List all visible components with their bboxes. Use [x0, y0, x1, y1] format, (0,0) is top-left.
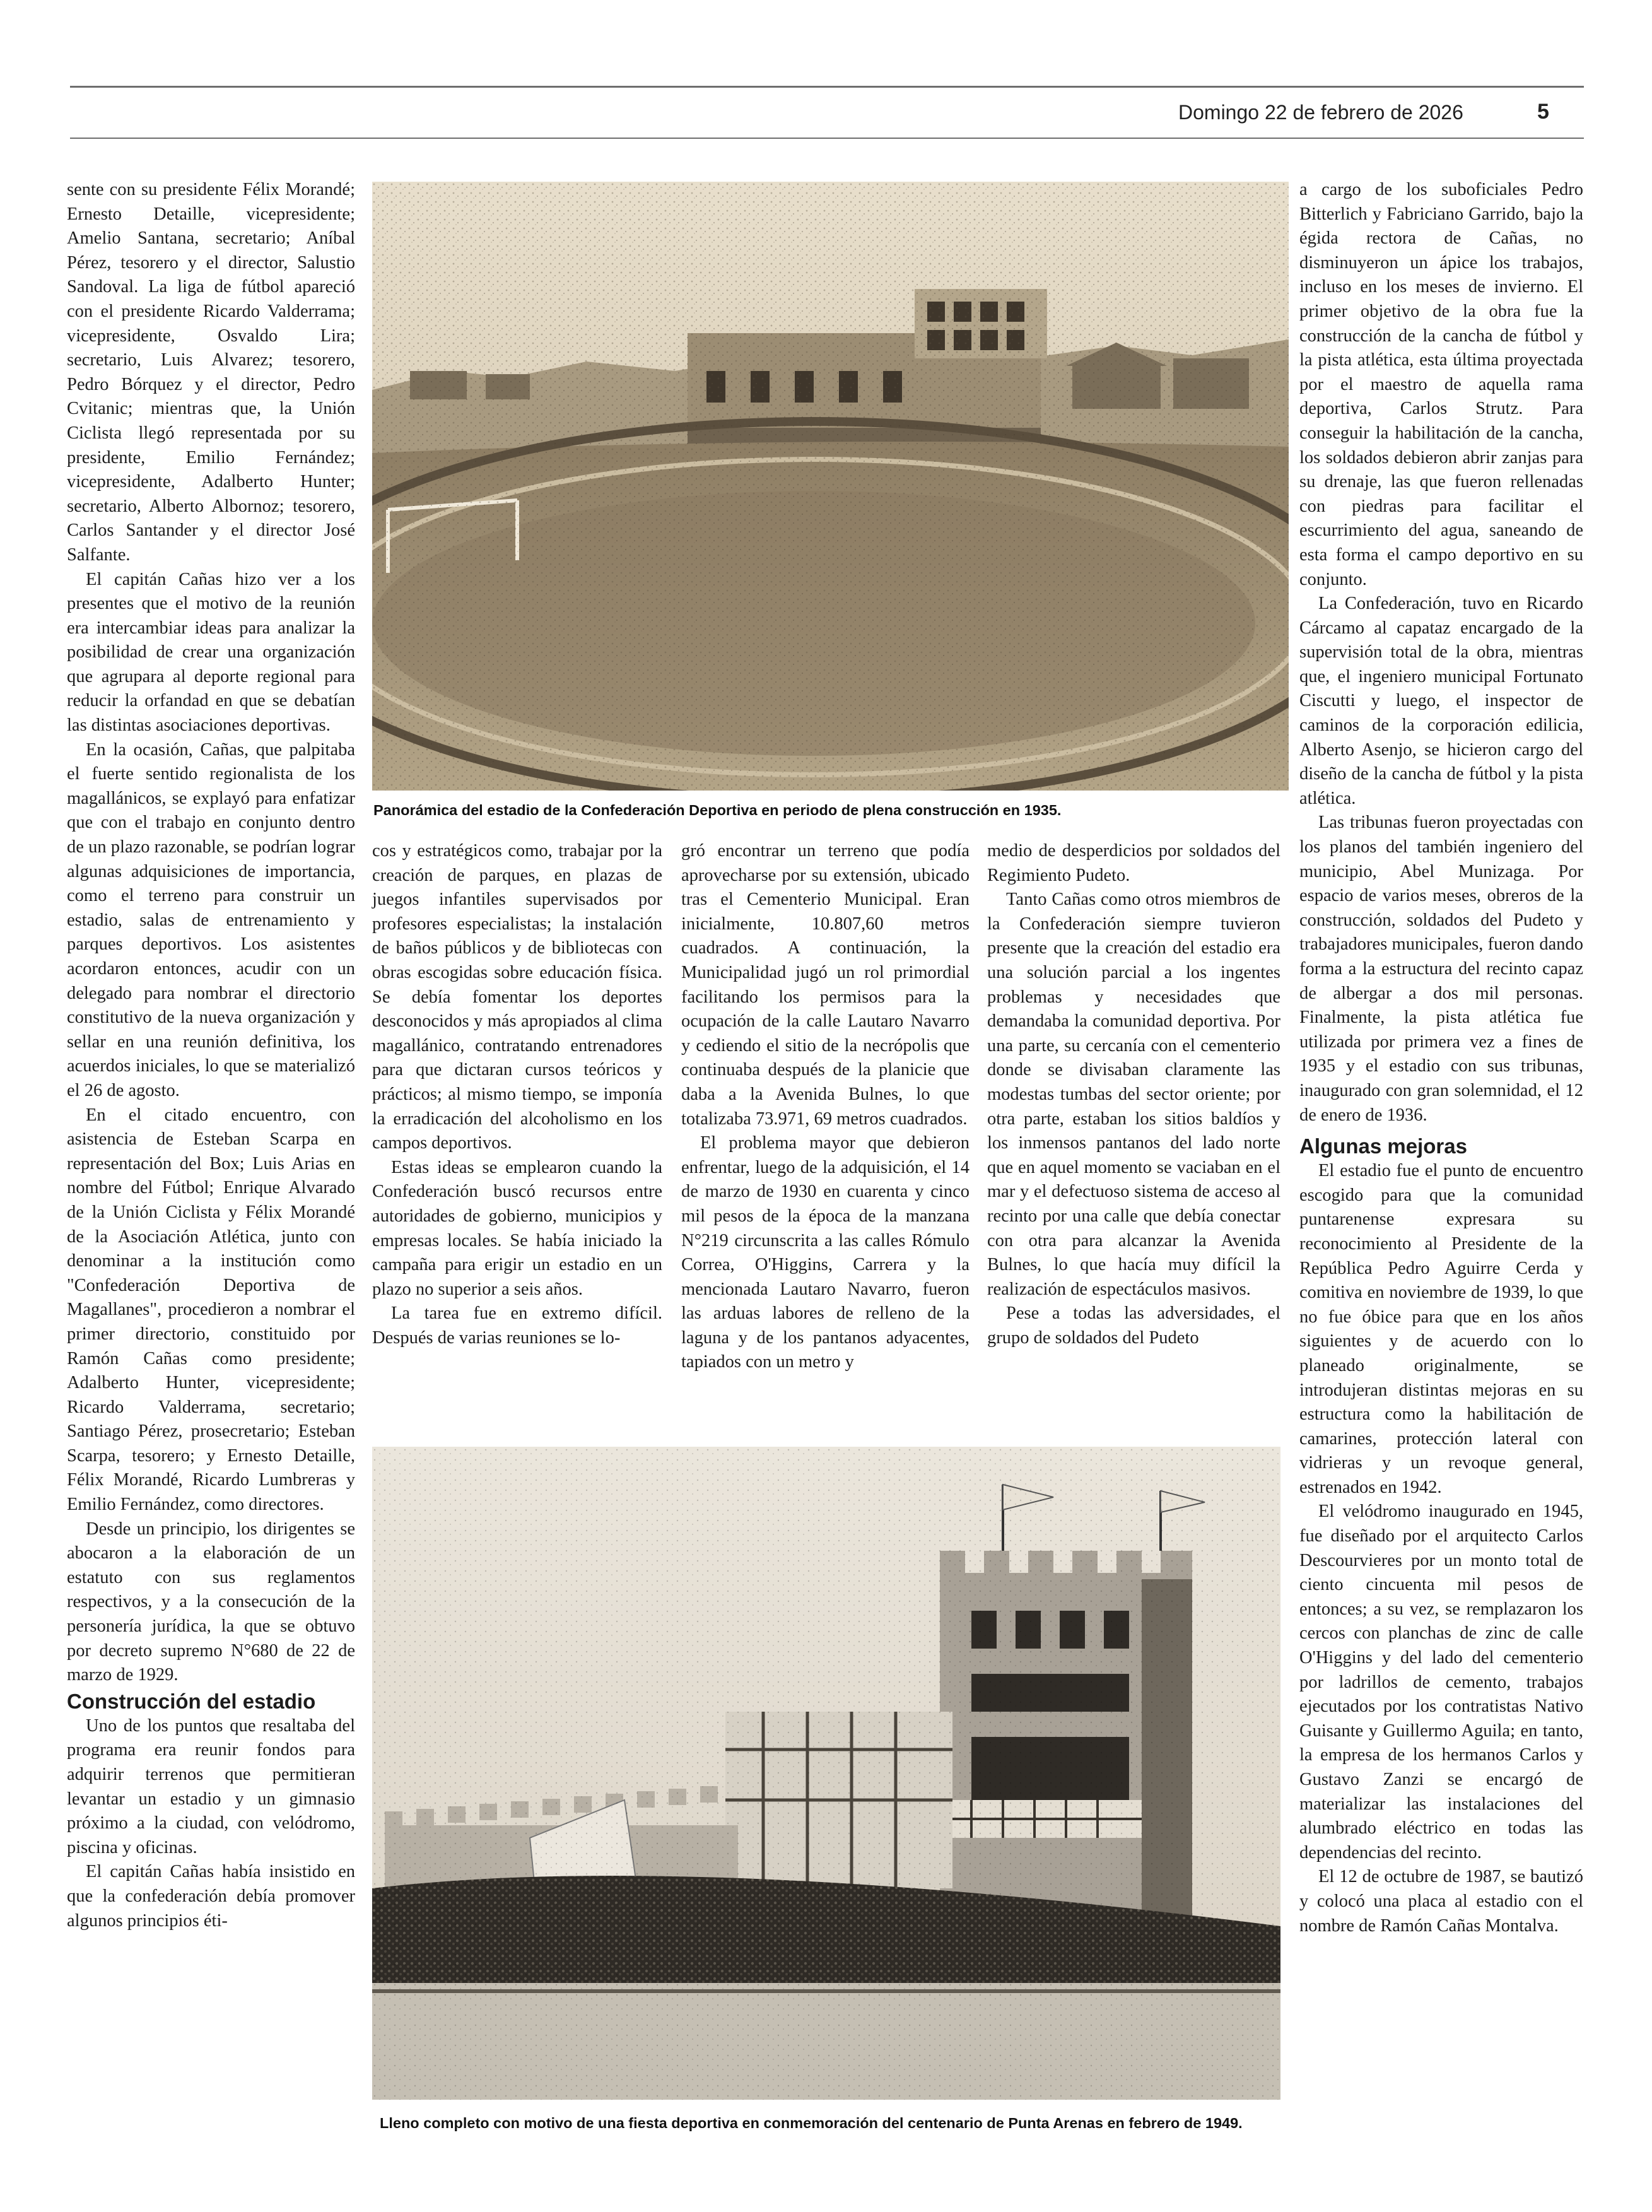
- column-2: [372, 839, 662, 1350]
- column-1: [67, 178, 355, 1933]
- paragraph: El velódromo inaugurado en 1945, fue diseñado por el arquitecto Carlos Descourvieres por un monto total de ciento cincuenta mil pesos de entonces; a su vez, se remplazaron los cercos con planchas de zinc de calle O'Higgins y del lado del cementerio por ladrillos de cemento, trabajos ejecutados por los contratistas Nativo Guisante y Guillermo Aguila; en tanto, la empresa de los hermanos Carlos y Gustavo Zanzi se encargó de materializar las instalaciones del alumbrado eléctrico en todas las dependencias del recinto.: [1299, 1502, 1583, 1862]
- paragraph: Las tribunas fueron proyectadas con los planos del también ingeniero del municipio, Abel Munizaga. Por espacio de varios meses, obreros de la construcción, soldados del Pudeto y trabajadores municipales, fueron dando forma a la estructura del recinto capaz de albergar a dos mil personas. Finalmente, la pista atlética fue utilizada por primera vez a fines de 1935 y el estadio con sus tribunas, inaugurado con gran solemnidad, el 12 de enero de 1936.: [1299, 813, 1583, 1125]
- header-top-rule: [70, 86, 1584, 88]
- stadium-construction-photo: [372, 182, 1289, 791]
- paragraph: Estas ideas se emplearon cuando la Confederación buscó recursos entre autoridades de gobierno, municipios y empresas locales. Se había iniciado la campaña para erigir un estadio en un plazo no superior a seis años.: [372, 1157, 662, 1299]
- paragraph: sente con su presidente Félix Morandé; Ernesto Detaille, vicepresidente; Amelio Santana, secretario; Aníbal Pérez, tesorero y el director, Salustio Sandoval. La liga de fútbol apareció con el presidente Ricardo Valderrama; vicepresidente, Osvaldo Lira; secretario, Luis Alvarez; tesorero, Pedro Bórquez y el director, Pedro Cvitanic; mientras que, la Unión Ciclista llegó representada por su presidente, Emilio Fernández; vicepresidente, Adalberto Hunter; secretario, Alberto Albornoz; tesorero, Carlos Santander y el director José Salfante.: [67, 180, 355, 565]
- stadium-crowd-photo: [372, 1447, 1280, 2100]
- paragraph: El estadio fue el punto de encuentro escogido para que la comunidad puntarenense expresara su reconocimiento al Presidente de la República Pedro Aguirre Cerda y comitiva en noviembre de 1939, lo que no fue óbice para que en los años siguientes y de acuerdo con lo planeado originalmente, se introdujeran distintas mejoras en su estructura como la habilitación de camarines, protección lateral con vidrieras y un revoque general, estrenados en 1942.: [1299, 1161, 1583, 1497]
- bottom-photo-caption: Lleno completo con motivo de una fiesta deportiva en conmemoración del centenario de Punta Arenas en febrero de 1949.: [380, 2115, 1243, 2131]
- page-number: 5: [1537, 100, 1549, 124]
- paragraph: En el citado encuentro, con asistencia de Esteban Scarpa en representación del Box; Luis Arias en nombre del Fútbol; Enrique Alvarado de la Unión Ciclista y Félix Morandé de la Asociación Atlética, junto con denominar a la institución como "Confederación Deportiva de Magallanes", procedieron a nombrar el primer directorio, constituido por Ramón Cañas como presidente; Adalberto Hunter, vicepresidente; Ricardo Valderrama, secretario; Santiago Pérez, prosecretario; Esteban Scarpa, tesorero; y Ernesto Detaille, Félix Morandé, Ricardo Lumbreras y Emilio Fernández, como directores.: [67, 1105, 355, 1515]
- header-date: Domingo 22 de febrero de 2026: [1178, 101, 1463, 124]
- paragraph: Desde un principio, los dirigentes se abocaron a la elaboración de un estatuto con sus reglamentos respectivos, y a la consecución de la personería jurídica, la que se obtuvo por decreto supremo N°680 de 22 de marzo de 1929.: [67, 1519, 355, 1685]
- column-5: [1299, 178, 1583, 1938]
- paragraph: cos y estratégicos como, trabajar por la creación de parques, en plazas de juegos infantiles supervisados por profesores especialistas; la instalación de baños públicos y de bibliotecas con obras escogidas sobre educación física. Se debía fomentar los deportes desconocidos y más apropiados al clima magallánico, contratando entrenadores para que dictaran cursos teóricos y prácticos; al mismo tiempo, se imponía la erradicación del alcoholismo en los campos deportivos.: [372, 841, 662, 1153]
- paragraph: Pese a todas las adversidades, el grupo de soldados del Pudeto: [987, 1303, 1280, 1348]
- paragraph: El capitán Cañas hizo ver a los presentes que el motivo de la reunión era intercambiar ideas para analizar la posibilidad de crear una organización que agrupara al deporte regional para reducir la orfandad en que se debatían las distintas asociaciones deportivas.: [67, 569, 355, 736]
- paragraph: medio de desperdicios por soldados del Regimiento Pudeto.: [987, 841, 1280, 885]
- paragraph: La tarea fue en extremo difícil. Después de varias reuniones se lo-: [372, 1303, 662, 1348]
- paragraph: El 12 de octubre de 1987, se bautizó y colocó una placa al estadio con el nombre de Ramón Cañas Montalva.: [1299, 1867, 1583, 1936]
- column-3: [681, 839, 970, 1375]
- paragraph: El capitán Cañas había insistido en que la confederación debía promover algunos principios éti-: [67, 1862, 355, 1931]
- top-photo-caption: Panorámica del estadio de la Confederación Deportiva en periodo de plena construcción en 1935.: [373, 802, 1062, 818]
- paragraph: En la ocasión, Cañas, que palpitaba el fuerte sentido regionalista de los magallánicos, se explayó para enfatizar que con el trabajo en conjunto dentro de un plazo razonable, se podrían lograr algunas adquisiciones de importancia, como el terreno para construir un estadio, salas de entrenamiento y parques deportivos. Los asistentes acordaron entonces, acudir con un delegado para nombrar el directorio constitutivo de la nueva organización y sellar en una reunión definitiva, los acuerdos iniciales, lo que se materializó el 26 de agosto.: [67, 739, 355, 1100]
- paragraph: Tanto Cañas como otros miembros de la Confederación siempre tuvieron presente que la creación del estadio era una solución parcial a los ingentes problemas y necesidades que demandaba la comunidad deportiva. Por una parte, su cercanía con el cementerio donde se divisaban claramente las modestas tumbas del sector oriente; por otra parte, estaban los sitios baldíos y los inmensos pantanos del lado norte que en aquel momento se vaciaban en el mar y el defectuoso sistema de acceso al recinto por una calle que debía conectar con otra para alcanzar la Avenida Bulnes, lo que hacía muy difícil la realización de espectáculos masivos.: [987, 890, 1280, 1299]
- section-heading: Construcción del estadio: [67, 1689, 316, 1713]
- header-bottom-rule: [70, 138, 1584, 139]
- paragraph: gró encontrar un terreno que podía aprovecharse por su extensión, ubicado tras el Cementerio Municipal. Eran inicialmente, 10.807,60 metros cuadrados. A continuación, la Municipalidad jugó un rol primordial facilitando los permisos para la ocupación de la calle Lautaro Navarro y cediendo el sitio de la necrópolis que continuaba después de la planicie que daba a la Avenida Bulnes, lo que totalizaba 73.971, 69 metros cuadrados.: [681, 841, 970, 1129]
- section-heading: Algunas mejoras: [1299, 1134, 1467, 1158]
- column-4: [987, 839, 1280, 1350]
- paragraph: El problema mayor que debieron enfrentar, luego de la adquisición, el 14 de marzo de 1930 en cuarenta y cinco mil pesos de la época de la manzana N°219 circunscrita a las calles Rómulo Correa, O'Higgins, Carrera y la mencionada Lautaro Navarro, fueron las arduas labores de relleno de la laguna y de los pantanos adyacentes, tapiados con un metro y: [681, 1133, 970, 1372]
- paragraph: Uno de los puntos que resaltaba del programa era reunir fondos para adquirir terrenos que permitieran levantar un estadio y un gimnasio próximo a la ciudad, con velódromo, piscina y oficinas.: [67, 1715, 355, 1857]
- paragraph: La Confederación, tuvo en Ricardo Cárcamo al capataz encargado de la supervisión total de la obra, mientras que, el ingeniero municipal Fortunato Ciscutti y luego, el inspector de caminos de la corporación edilicia, Alberto Asenjo, se hicieron cargo del diseño de la cancha de fútbol y la pista atlética.: [1299, 594, 1583, 808]
- paragraph: a cargo de los suboficiales Pedro Bitterlich y Fabriciano Garrido, bajo la égida rectora de Cañas, no disminuyeron un ápice los trabajos, incluso en los meses de invierno. El primer objetivo de la obra fue la construcción de la cancha de fútbol y la pista atlética, esta última proyectada por el maestro de aquella rama deportiva, Carlos Strutz. Para conseguir la habilitación de la cancha, los soldados debieron abrir zanjas para su drenaje, las que fueron rellenadas con piedras para facilitar el escurrimiento del agua, saneando de esta forma el campo deportivo en su conjunto.: [1299, 180, 1583, 589]
